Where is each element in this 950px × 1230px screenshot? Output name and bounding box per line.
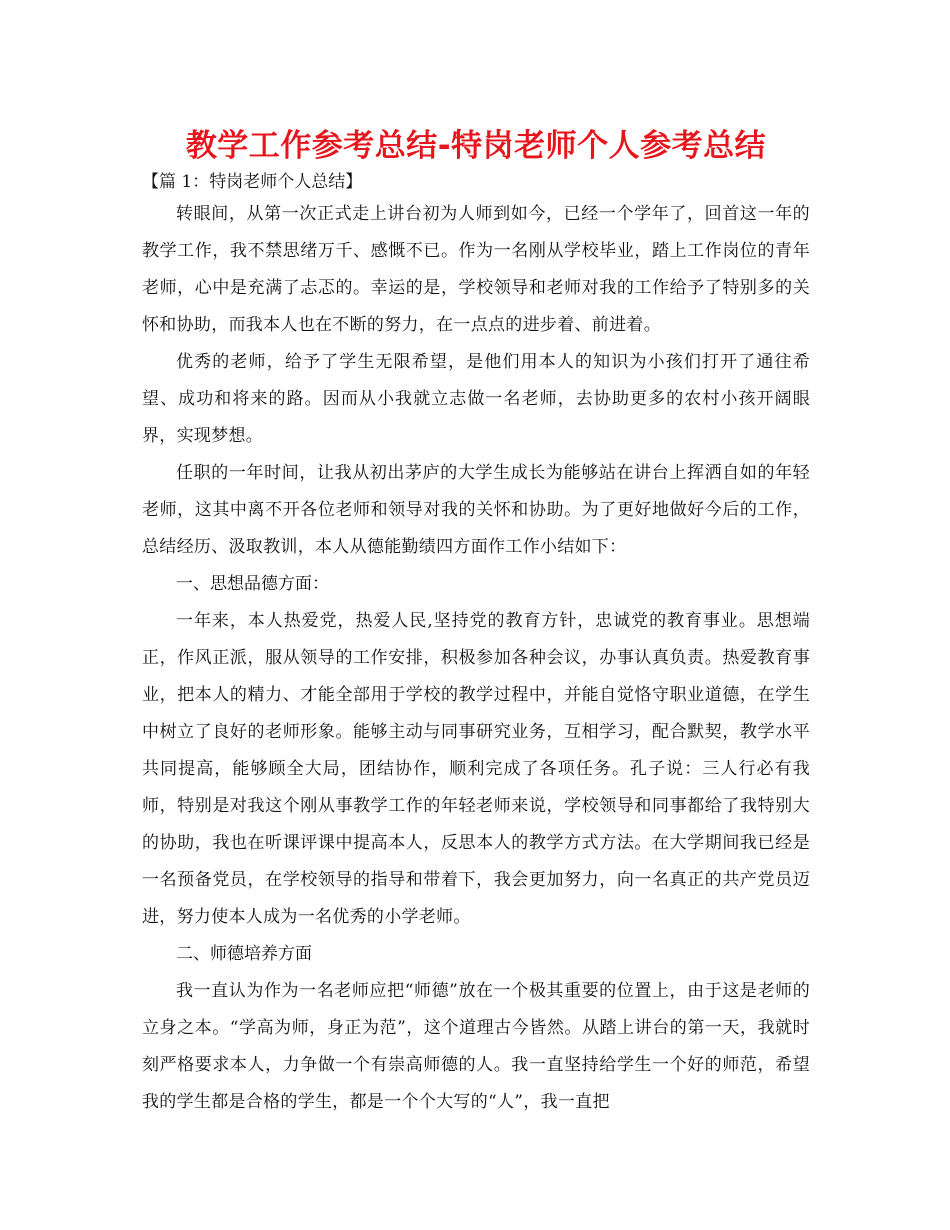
paragraph-3: 任职的一年时间，让我从初出茅庐的大学生成长为能够站在讲台上挥洒自如的年轻老师，这其中离不开各位老师和领导对我的关怀和协助。为了更好地做好今后的工作，总结经历、汲取教训，本人从德能勤绩四方面作工作小结如下： (142, 463, 810, 557)
document-page (142, 126, 810, 1121)
paragraph-5: 我一直认为作为一名老师应把“师德”放在一个极其重要的位置上，由于这是老师的立身之本。“学高为师，身正为范”，这个道理古今皆然。从踏上讲台的第一天，我就时刻严格要求本人，力争做一个有崇高师德的人。我一直坚持给学生一个好的师范，希望我的学生都是合格的学生，都是一个个大写的“人”，我一直把 (142, 981, 810, 1112)
section-heading-2: 二、师德培养方面 (176, 944, 312, 964)
paragraph-2: 优秀的老师，给予了学生无限希望，是他们用本人的知识为小孩们打开了通往希望、成功和将来的路。因而从小我就立志做一名老师，去协助更多的农村小孩开阔眼界，实现梦想。 (142, 352, 810, 446)
document-title: 教学工作参考总结-特岗老师个人参考总结 (185, 128, 767, 164)
section-label: 【篇 1：特岗老师个人总结】 (142, 172, 363, 192)
section-heading-1: 一、思想品德方面： (176, 574, 329, 594)
paragraph-1: 转眼间，从第一次正式走上讲台初为人师到如今，已经一个学年了，回首这一年的教学工作，我不禁思绪万千、感慨不已。作为一名刚从学校毕业，踏上工作岗位的青年老师，心中是充满了忐忑的。幸运的是，学校领导和老师对我的工作给予了特别多的关怀和协助，而我本人也在不断的努力，在一点点的进步着、前进着。 (142, 204, 810, 335)
paragraph-4: 一年来，本人热爱党，热爱人民,坚持党的教育方针，忠诚党的教育事业。思想端正，作风正派，服从领导的工作安排，积极参加各种会议，办事认真负责。热爱教育事业，把本人的精力、才能全部用于学校的教学过程中，并能自觉恪守职业道德，在学生中树立了良好的老师形象。能够主动与同事研究业务，互相学习，配合默契，教学水平共同提高，能够顾全大局，团结协作，顺利完成了各项任务。孔子说：三人行必有我师，特别是对我这个刚从事教学工作的年轻老师来说，学校领导和同事都给了我特别大的协助，我也在听课评课中提高本人，反思本人的教学方式方法。在大学期间我已经是一名预备党员，在学校领导的指导和带着下，我会更加努力，向一名真正的共产党员迈进，努力使本人成为一名优秀的小学老师。 (142, 611, 810, 927)
